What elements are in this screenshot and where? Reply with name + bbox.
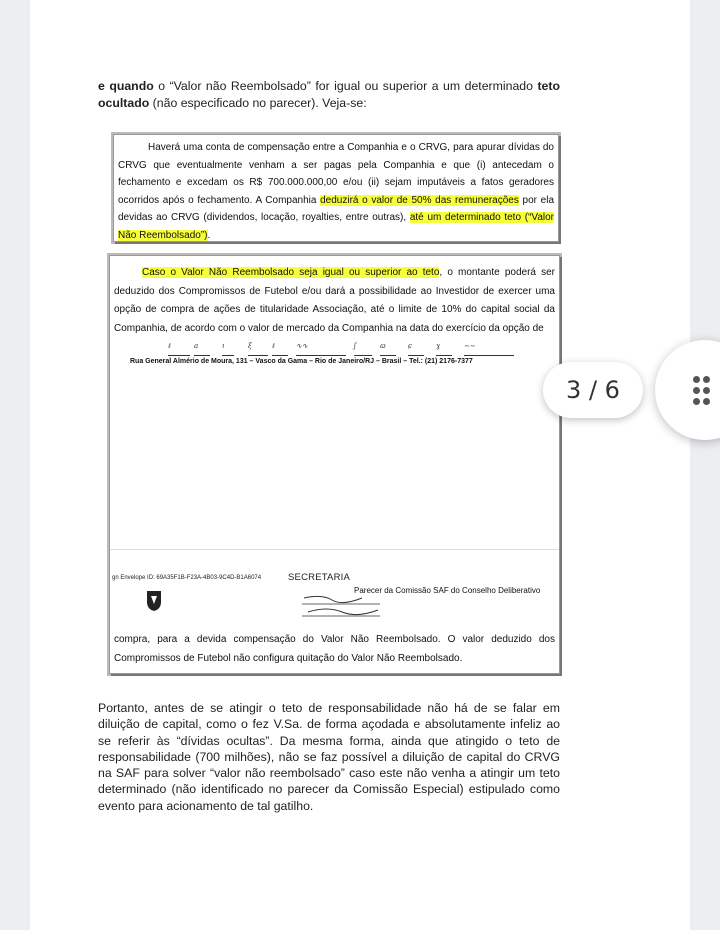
page-break-line xyxy=(110,549,559,550)
page-indicator: 3 / 6 xyxy=(543,362,643,418)
stamp-signature xyxy=(302,592,382,618)
quote-2-continuation: compra, para a devida compensação do Valor Não Reembolsado. O valor deduzido dos Compromissos de Futebol não configura quitação do Valor Não Reembolsado. xyxy=(114,634,555,664)
quote-2-text: Caso o Valor Não Reembolsado seja igual ou superior ao teto, o montante poderá ser deduzido dos Compromissos de Futebol e/ou dará a possibilidade ao Investidor de exercer uma opção de compra de ações de titularidade Associação, até o limite de 10% do capital social da Companhia, de acordo com o valor de mercado da Companhia na data do exercício da opção de xyxy=(114,267,555,334)
rubric-initials: ℓ a ɩ ξ ℓ ∿∿ ʃ ɷ ɕ ɣ ∼∼ xyxy=(168,340,548,360)
quote-box-2 xyxy=(109,255,560,674)
envelope-id: gn Envelope ID: 69A35F1B-F23A-4B03-9C4D-B1A6074 xyxy=(112,575,262,581)
vasco-crest-icon xyxy=(146,590,162,612)
highlight-teto: até um determinado teto (“Valor Não Reembolsado”) xyxy=(118,212,554,241)
highlight-caso: Caso o Valor Não Reembolsado seja igual ou superior ao teto xyxy=(142,267,440,278)
parecer-caption: Parecer da Comissão SAF do Conselho Deliberativo xyxy=(354,586,541,595)
more-dots-icon xyxy=(693,376,719,406)
intro-paragraph: e quando o “Valor não Reembolsado” for igual ou superior a um determinado teto ocultado (não especificado no parecer). Veja-se: xyxy=(98,79,560,110)
secretaria-stamp: SECRETARIA xyxy=(288,572,351,583)
quote-box-1 xyxy=(113,134,559,242)
quote-1-text: Haverá uma conta de compensação entre a Companhia e o CRVG, para apurar dívidas do CRVG que eventualmente venham a ser pagas pela Companhia e que (i) antecedam o fechamento e excedam os R$ 700.000.000,00 e/ou (ii) sejam imputáveis a fatos geradores ocorridos após o fechamento. A Companhia deduzirá o valor de 50% das remunerações por ela devidas ao CRVG (dividendos, locação, royalties, entre outras), até um determinado teto (“Valor Não Reembolsado”). xyxy=(118,142,554,241)
body-paragraph: Portanto, antes de se atingir o teto de responsabilidade não há de se falar em diluição de capital, como o fez V.Sa. de forma açodada e absolutamente infeliz ao se referir às “dívidas ocultas”. Da mesma forma, ainda que atingido o teto de responsabilidade (700 milhões), não se faz possível a diluição de capital do CRVG na SAF para solver “valor não reembolsado” caso este não venha a atingir um teto determinado (não identificado no parecer da Comissão Especial) estipulado como evento para acionamento de tal gatilho. xyxy=(98,701,560,813)
highlight-deduzira: deduzirá o valor de 50% das remunerações xyxy=(320,194,519,206)
letterhead-address: Rua General Almério de Moura, 131 – Vasco da Gama – Rio de Janeiro/RJ – Brasil – Tel.: (21) 2176-7377 xyxy=(130,358,473,365)
